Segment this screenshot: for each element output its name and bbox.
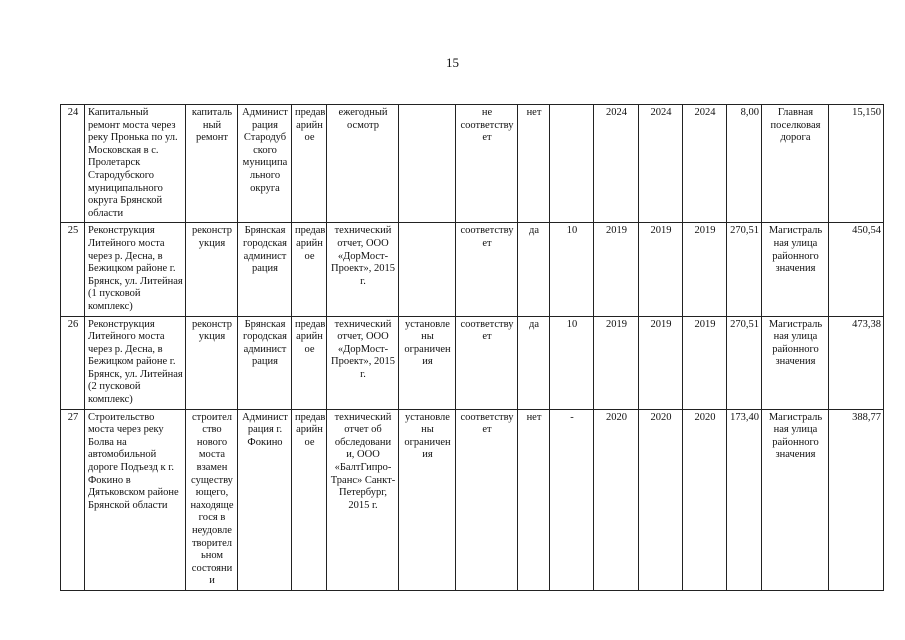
length: 270,51 [727,316,762,409]
table-row [61,409,884,590]
flag: нет [518,409,550,590]
condition-stage: предав арийн ое [292,316,327,409]
inspection-source: ежегодный осмотр [327,105,399,223]
bridge-projects-table [60,104,884,591]
compliance: соответству ет [456,223,518,316]
year-2: 2019 [639,223,683,316]
row-number: 27 [61,409,85,590]
table-row [61,316,884,409]
condition-stage: предав арийн ое [292,409,327,590]
length: 8,00 [727,105,762,223]
length: 270,51 [727,223,762,316]
cost: 388,77 [829,409,884,590]
year-1: 2019 [594,316,639,409]
table-row [61,223,884,316]
customer: Брянская городская админист рация [238,316,292,409]
condition-stage: предав арийн ое [292,105,327,223]
cost: 473,38 [829,316,884,409]
inspection-source: технический отчет, ООО «ДорМост-Проект», 2015 г. [327,223,399,316]
year-1: 2020 [594,409,639,590]
restrictions: установле ны ограничен ия [399,409,456,590]
object-name: Строительство моста через реку Болва на автомобильной дороге Подъезд к г. Фокино в Дятьковском районе Брянской области [85,409,186,590]
cost: 15,150 [829,105,884,223]
value [550,105,594,223]
row-number: 25 [61,223,85,316]
inspection-source: технический отчет, ООО «ДорМост-Проект», 2015 г. [327,316,399,409]
value: 10 [550,223,594,316]
restrictions: установле ны ограничен ия [399,316,456,409]
length: 173,40 [727,409,762,590]
work-type: капиталь ный ремонт [186,105,238,223]
work-type: реконстр укция [186,316,238,409]
road-class: Главная поселковая дорога [762,105,829,223]
restrictions [399,105,456,223]
flag: да [518,223,550,316]
work-type: строител ство нового моста взамен существу ющего, находяще гося в неудовле творител ьном состояни и [186,409,238,590]
year-3: 2024 [683,105,727,223]
value: 10 [550,316,594,409]
year-3: 2019 [683,223,727,316]
row-number: 26 [61,316,85,409]
restrictions [399,223,456,316]
road-class: Магистраль ная улица районного значения [762,409,829,590]
work-type: реконстр укция [186,223,238,316]
value: - [550,409,594,590]
year-3: 2019 [683,316,727,409]
year-2: 2024 [639,105,683,223]
table-row [61,105,884,223]
condition-stage: предав арийн ое [292,223,327,316]
year-1: 2019 [594,223,639,316]
compliance: соответству ет [456,409,518,590]
year-3: 2020 [683,409,727,590]
flag: нет [518,105,550,223]
compliance: соответству ет [456,316,518,409]
customer: Админист рация г. Фокино [238,409,292,590]
road-class: Магистраль ная улица районного значения [762,316,829,409]
customer: Админист рация Стародуб ского муниципа льного округа [238,105,292,223]
page-number: 15 [446,55,459,70]
road-class: Магистраль ная улица районного значения [762,223,829,316]
object-name: Реконструкция Литейного моста через р. Десна, в Бежицком районе г. Брянск, ул. Литейная (1 пусковой комплекс) [85,223,186,316]
object-name: Капитальный ремонт моста через реку Пронька по ул. Московская в с. Пролетарск Стародубского муниципального округа Брянской области [85,105,186,223]
year-2: 2020 [639,409,683,590]
cost: 450,54 [829,223,884,316]
row-number: 24 [61,105,85,223]
year-2: 2019 [639,316,683,409]
year-1: 2024 [594,105,639,223]
object-name: Реконструкция Литейного моста через р. Десна, в Бежицком районе г. Брянск, ул. Литейная (2 пусковой комплекс) [85,316,186,409]
inspection-source: технический отчет об обследовани и, ООО «БалтГипро-Транс» Санкт-Петербург, 2015 г. [327,409,399,590]
customer: Брянская городская админист рация [238,223,292,316]
flag: да [518,316,550,409]
compliance: не соответству ет [456,105,518,223]
